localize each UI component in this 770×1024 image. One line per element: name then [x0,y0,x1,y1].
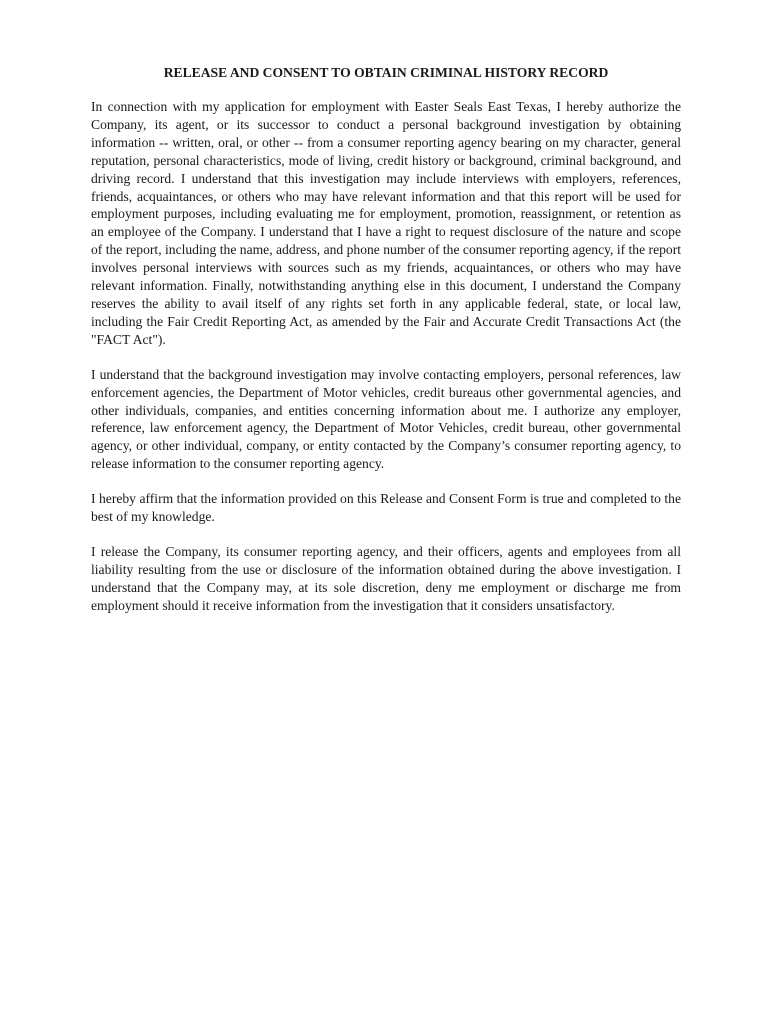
document-body [91,64,681,632]
paragraph-investigation-scope: I understand that the background investigation may involve contacting employers, personal references, law enforcement agencies, the Department of Motor vehicles, credit bureaus other governmental agencies, and other individuals, companies, and entities concerning information about me. I authorize any employer, reference, law enforcement agency, the Department of Motor Vehicles, credit bureau, other governmental agency, or other individual, company, or entity contacted by the Company’s consumer reporting agency, to release information to the consumer reporting agency. [91,366,681,472]
paragraph-liability-release: I release the Company, its consumer reporting agency, and their officers, agents and employees from all liability resulting from the use or disclosure of the information obtained during the above investigation. I understand that the Company may, at its sole discretion, deny me employment or discharge me from employment should it receive information from the investigation that it considers unsatisfactory. [91,543,681,613]
paragraph-authorization: In connection with my application for employment with Easter Seals East Texas, I hereby authorize the Company, its agent, or its successor to conduct a personal background investigation by obtaining information -- written, oral, or other -- from a consumer reporting agency bearing on my character, general reputation, personal characteristics, mode of living, credit history or background, criminal background, and driving record. I understand that this investigation may include interviews with employers, references, friends, acquaintances, or others who may have relevant information and that this report will be used for employment purposes, including evaluating me for employment, promotion, reassignment, or retention as an employee of the Company. I understand that I have a right to request disclosure of the nature and scope of the report, including the name, address, and phone number of the consumer reporting agency, if the report involves personal interviews with sources such as my friends, acquaintances, or others who may have relevant information. Finally, notwithstanding anything else in this document, I understand the Company reserves the ability to avail itself of any rights set forth in any applicable federal, state, or local law, including the Fair Credit Reporting Act, as amended by the Fair and Accurate Credit Transactions Act (the "FACT Act"). [91,99,681,347]
document-title: RELEASE AND CONSENT TO OBTAIN CRIMINAL HISTORY RECORD [163,65,609,80]
paragraph-affirmation: I hereby affirm that the information provided on this Release and Consent Form is true and completed to the best of my knowledge. [91,491,681,525]
